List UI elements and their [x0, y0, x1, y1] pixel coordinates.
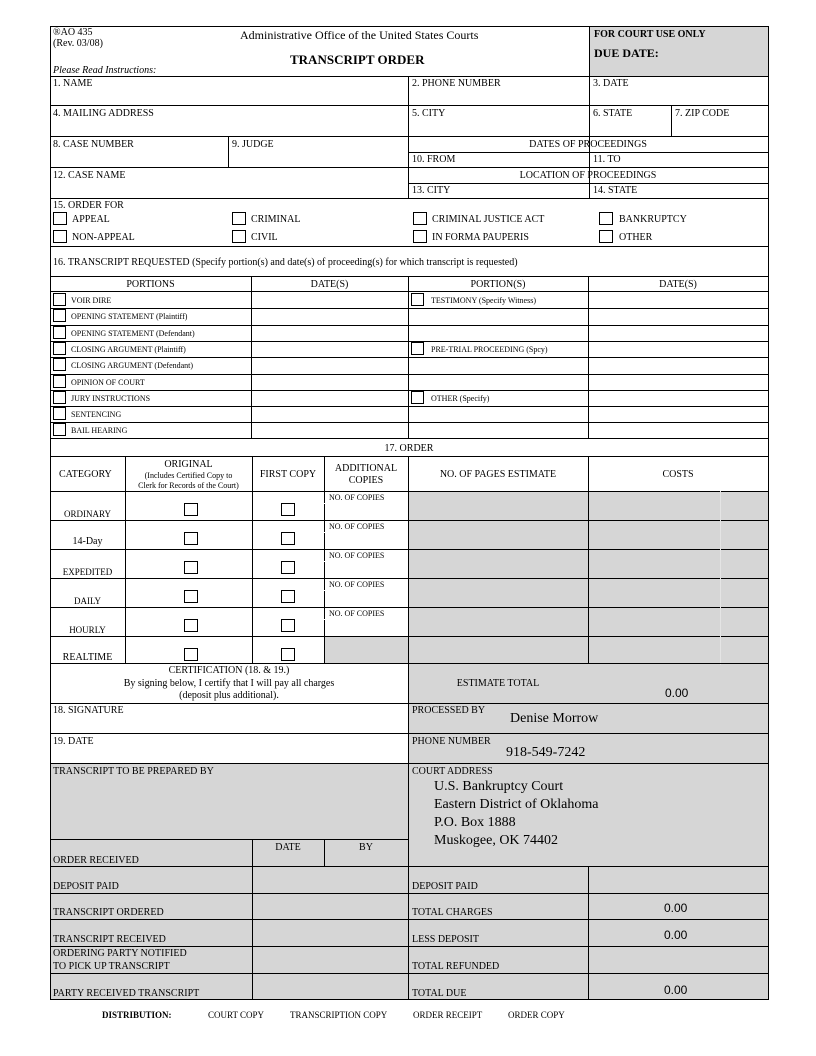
due-date-label: DUE DATE: — [594, 46, 659, 60]
order-for-label: 15. ORDER FOR — [53, 200, 124, 211]
category-label: DAILY — [73, 596, 102, 606]
certification-title: CERTIFICATION (18. & 19.) — [168, 665, 290, 676]
costs-header: COSTS — [662, 469, 694, 480]
deposit-paid-label: DEPOSIT PAID — [53, 881, 119, 892]
portion-label: OPENING STATEMENT (Plaintiff) — [71, 312, 188, 321]
portion-checkbox[interactable] — [53, 293, 66, 306]
less-deposit-value: 0.00 — [664, 928, 688, 942]
date19-input[interactable] — [53, 748, 405, 762]
portion2-checkbox[interactable] — [411, 342, 424, 355]
other-label: OTHER — [619, 232, 653, 243]
pages-estimate-header: NO. OF PAGES ESTIMATE — [439, 469, 557, 480]
r-deposit-paid-label: DEPOSIT PAID — [412, 881, 478, 892]
dates2-header: DATE(S) — [659, 279, 697, 290]
first-copy-checkbox[interactable] — [281, 590, 295, 603]
additional-header: ADDITIONAL — [334, 463, 398, 474]
city-input[interactable] — [412, 120, 586, 134]
date-label: 3. DATE — [593, 78, 629, 89]
original-checkbox[interactable] — [184, 561, 198, 574]
judge-label: 9. JUDGE — [232, 139, 274, 150]
city-label: 5. CITY — [412, 108, 446, 119]
order-received-label: ORDER RECEIVED — [53, 855, 139, 866]
portion-checkbox[interactable] — [53, 358, 66, 371]
total-charges-value: 0.00 — [664, 901, 688, 915]
cja-label: CRIMINAL JUSTICE ACT — [432, 214, 545, 225]
civil-label: CIVIL — [251, 232, 278, 243]
transcript-requested-label: 16. TRANSCRIPT REQUESTED (Specify portion(s) and date(s) of proceeding(s) for which transcript is requested) — [53, 257, 518, 268]
from-label: 10. FROM — [412, 154, 456, 165]
category-label: EXPEDITED — [62, 567, 113, 577]
portion-label: CLOSING ARGUMENT (Defendant) — [71, 361, 194, 370]
loc-city-label: 13. CITY — [412, 185, 451, 196]
court-address-line2: Eastern District of Oklahoma — [434, 797, 599, 812]
distribution-transcription-copy: TRANSCRIPTION COPY — [290, 1010, 388, 1020]
civil-checkbox[interactable] — [232, 230, 246, 243]
processed-by-label: PROCESSED BY — [412, 705, 486, 716]
form-rev: (Rev. 03/08) — [53, 38, 103, 49]
appeal-label: APPEAL — [72, 214, 110, 225]
total-refunded-label: TOTAL REFUNDED — [412, 961, 500, 972]
portion-checkbox[interactable] — [53, 423, 66, 436]
non-appeal-label: NON-APPEAL — [72, 232, 135, 243]
by-col-header: BY — [359, 842, 373, 853]
phone-label: 2. PHONE NUMBER — [412, 78, 501, 89]
dates-of-proceedings-label: DATES OF PROCEEDINGS — [529, 139, 647, 150]
court-address-line4: Muskogee, OK 74402 — [434, 833, 559, 848]
office-name: Administrative Office of the United States Courts — [240, 28, 479, 42]
original-checkbox[interactable] — [184, 532, 198, 545]
original-note2: Clerk for Records of the Court) — [138, 481, 239, 490]
form-title: TRANSCRIPT ORDER — [290, 52, 425, 67]
certification-line2: (deposit plus additional). — [179, 690, 279, 701]
appeal-checkbox[interactable] — [53, 212, 67, 225]
state-input[interactable] — [593, 120, 669, 134]
first-copy-checkbox[interactable] — [281, 619, 295, 632]
estimate-total-value: 0.00 — [665, 686, 689, 700]
instructions-label: Please Read Instructions: — [53, 65, 157, 76]
distribution-order-receipt: ORDER RECEIPT — [413, 1010, 483, 1020]
zip-input[interactable] — [675, 120, 765, 134]
phone-number-label: PHONE NUMBER — [412, 736, 491, 747]
portion-label: CLOSING ARGUMENT (Plaintiff) — [71, 345, 186, 354]
other-checkbox[interactable] — [599, 230, 613, 243]
name-input[interactable] — [53, 90, 405, 104]
no-of-copies-label: NO. OF COPIES — [329, 609, 385, 618]
processed-by-value: Denise Morrow — [510, 711, 599, 726]
portion2-checkbox[interactable] — [411, 293, 424, 306]
no-of-copies-label: NO. OF COPIES — [329, 493, 385, 502]
portion-checkbox[interactable] — [53, 391, 66, 404]
portion-checkbox[interactable] — [53, 309, 66, 322]
portion-label: SENTENCING — [71, 410, 122, 419]
transcript-ordered-label: TRANSCRIPT ORDERED — [53, 907, 164, 918]
original-checkbox[interactable] — [184, 619, 198, 632]
total-charges-label: TOTAL CHARGES — [412, 907, 493, 918]
signature-input[interactable] — [53, 717, 405, 731]
case-name-label: 12. CASE NAME — [53, 170, 126, 181]
signature-label: 18. SIGNATURE — [53, 705, 124, 716]
total-due-label: TOTAL DUE — [412, 988, 467, 999]
transcript-received-label: TRANSCRIPT RECEIVED — [53, 934, 166, 945]
first-copy-checkbox[interactable] — [281, 503, 295, 516]
zip-label: 7. ZIP CODE — [675, 108, 730, 119]
loc-state-label: 14. STATE — [593, 185, 638, 196]
first-copy-header: FIRST COPY — [259, 469, 317, 480]
court-use-label: FOR COURT USE ONLY — [594, 29, 706, 40]
cja-checkbox[interactable] — [413, 212, 427, 225]
form-id: ®AO 435 — [53, 27, 93, 38]
case-number-label: 8. CASE NUMBER — [53, 139, 134, 150]
first-copy-checkbox[interactable] — [281, 532, 295, 545]
location-of-proceedings-label: LOCATION OF PROCEEDINGS — [519, 170, 657, 181]
portion-checkbox[interactable] — [53, 407, 66, 420]
bankruptcy-checkbox[interactable] — [599, 212, 613, 225]
original-checkbox[interactable] — [184, 648, 198, 661]
less-deposit-label: LESS DEPOSIT — [412, 934, 479, 945]
criminal-label: CRIMINAL — [251, 214, 301, 225]
notified-label2: TO PICK UP TRANSCRIPT — [53, 961, 170, 972]
name-label: 1. NAME — [53, 78, 93, 89]
original-checkbox[interactable] — [184, 503, 198, 516]
portion2-label: OTHER (Specify) — [431, 394, 490, 403]
category-header: CATEGORY — [59, 469, 112, 480]
ifp-checkbox[interactable] — [413, 230, 427, 243]
mailing-label: 4. MAILING ADDRESS — [53, 108, 154, 119]
court-address-line3: P.O. Box 1888 — [434, 815, 516, 830]
court-address-line1: U.S. Bankruptcy Court — [434, 779, 564, 794]
certification-line1: By signing below, I certify that I will pay all charges — [123, 678, 335, 689]
portion-checkbox[interactable] — [53, 342, 66, 355]
estimate-total-label: ESTIMATE TOTAL — [456, 678, 540, 689]
order-label: 17. ORDER — [384, 443, 434, 454]
date-col-header: DATE — [275, 842, 301, 853]
portions-header: PORTIONS — [126, 279, 175, 290]
criminal-checkbox[interactable] — [232, 212, 246, 225]
no-of-copies-label: NO. OF COPIES — [329, 522, 385, 531]
portion-label: OPENING STATEMENT (Defendant) — [71, 329, 195, 338]
first-copy-checkbox[interactable] — [281, 648, 295, 661]
first-copy-checkbox[interactable] — [281, 561, 295, 574]
portion-label: JURY INSTRUCTIONS — [71, 394, 151, 403]
prepared-by-label: TRANSCRIPT TO BE PREPARED BY — [53, 766, 214, 777]
no-of-copies-label: NO. OF COPIES — [329, 551, 385, 560]
mailing-input[interactable] — [53, 120, 405, 134]
phone-number-value: 918-549-7242 — [506, 745, 586, 760]
portion-checkbox[interactable] — [53, 326, 66, 339]
date-input[interactable] — [593, 90, 765, 104]
category-label: ORDINARY — [63, 509, 111, 519]
copies-header: COPIES — [348, 475, 384, 486]
original-checkbox[interactable] — [184, 590, 198, 603]
original-note1: (Includes Certified Copy to — [144, 471, 233, 480]
distribution-label: DISTRIBUTION: — [102, 1010, 172, 1020]
dates-header: DATE(S) — [310, 279, 349, 290]
distribution-court-copy: COURT COPY — [208, 1010, 265, 1020]
ifp-label: IN FORMA PAUPERIS — [432, 232, 529, 243]
no-of-copies-label: NO. OF COPIES — [329, 580, 385, 589]
portions2-header: PORTION(S) — [470, 279, 526, 290]
realtime-copies-shade — [324, 636, 408, 663]
bankruptcy-label: BANKRUPTCY — [619, 214, 687, 225]
notified-label1: ORDERING PARTY NOTIFIED — [53, 948, 187, 959]
portion2-label: PRE-TRIAL PROCEEDING (Spcy) — [431, 345, 548, 354]
state-label: 6. STATE — [593, 108, 633, 119]
to-label: 11. TO — [593, 154, 621, 165]
portion2-label: TESTIMONY (Specify Witness) — [431, 296, 536, 305]
portion-label: OPINION OF COURT — [71, 378, 145, 387]
phone-input[interactable] — [412, 90, 586, 104]
category-label: 14-Day — [72, 536, 103, 547]
category-label: HOURLY — [69, 625, 106, 635]
portion2-checkbox[interactable] — [411, 391, 424, 404]
category-label: REALTIME — [62, 652, 113, 663]
distribution-order-copy: ORDER COPY — [508, 1010, 565, 1020]
non-appeal-checkbox[interactable] — [53, 230, 67, 243]
total-due-value: 0.00 — [664, 983, 688, 997]
date19-label: 19. DATE — [53, 736, 94, 747]
portion-checkbox[interactable] — [53, 375, 66, 388]
original-header: ORIGINAL — [164, 459, 213, 470]
party-received-label: PARTY RECEIVED TRANSCRIPT — [53, 988, 200, 999]
portion-label: VOIR DIRE — [71, 296, 112, 305]
court-address-label: COURT ADDRESS — [412, 766, 493, 777]
portion-label: BAIL HEARING — [71, 426, 128, 435]
